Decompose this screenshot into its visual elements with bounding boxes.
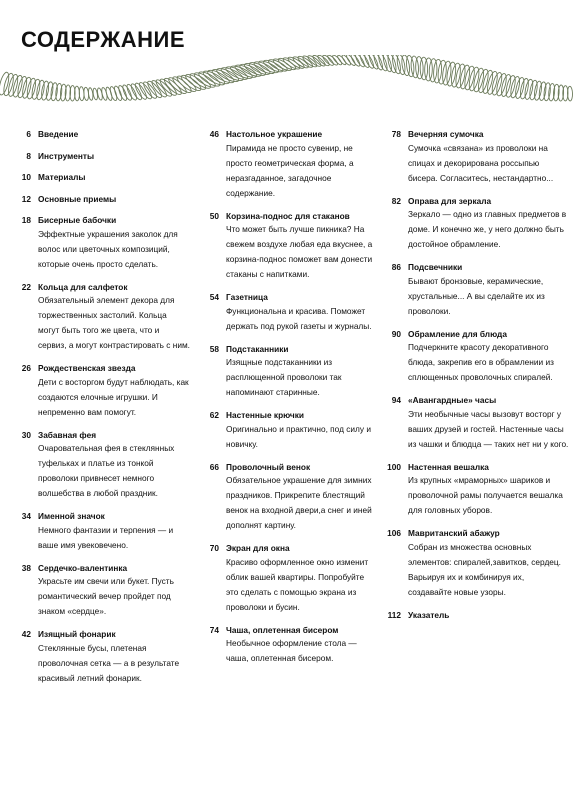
toc-entry-title: Газетница — [226, 292, 268, 302]
toc-page-number: 82 — [391, 195, 401, 206]
toc-entry-description: Необычное оформление стола — чаша, оплетенная бисером. — [226, 638, 357, 663]
toc-page-number: 58 — [209, 343, 219, 354]
toc-entry-description: Эти необычные часы вызовут восторг у ваших друзей и гостей. Настенные часы из чашки и блюдца — таких нет ни у кого. — [408, 408, 569, 449]
toc-entry[interactable] — [192, 624, 377, 667]
contents-column-3 — [380, 128, 570, 630]
toc-entry[interactable] — [192, 409, 377, 452]
toc-entry-description: Бывают бронзовые, керамические, хрустальные... А вы сделайте их из проволоки. — [408, 275, 545, 316]
toc-entry[interactable] — [4, 510, 190, 553]
toc-entry-description: Дети с восторгом будут наблюдать, как создаются елочные игрушки. И непременно вам помогут. — [38, 376, 189, 417]
page-title: СОДЕРЖАНИЕ — [21, 27, 186, 52]
toc-entry[interactable] — [192, 210, 377, 283]
toc-page-number: 8 — [26, 150, 31, 161]
toc-entry-title: Корзина-поднос для стаканов — [226, 210, 350, 221]
toc-page-number: 86 — [391, 262, 401, 272]
toc-entry-title: Сердечко-валентинка — [38, 562, 128, 573]
toc-entry-title: Кольца для салфеток — [38, 281, 128, 292]
toc-entry-description: Немного фантазии и терпения — и ваше имя увековечено. — [38, 524, 174, 550]
toc-page-number: 70 — [209, 543, 219, 553]
toc-entry-title: Проволочный венок — [226, 461, 311, 472]
toc-entry[interactable] — [192, 461, 377, 534]
toc-entry[interactable] — [380, 328, 570, 386]
toc-page-number: 112 — [387, 609, 401, 620]
toc-entry-description: Изящные подстаканники из расплющенной проволоки так напоминают старинные. — [226, 357, 342, 397]
toc-entry-title: Настольное украшение — [226, 129, 323, 139]
toc-entry[interactable] — [380, 195, 570, 253]
toc-entry-title: Экран для окна — [226, 543, 290, 553]
toc-entry-title: Обрамление для блюда — [408, 328, 507, 339]
toc-page-number: 6 — [26, 129, 31, 139]
toc-entry-description: Собран из множества основных элементов: спиралей,завитков, сердец. Варьируя их и комбинируя их, создавайте новые узоры. — [408, 541, 561, 597]
toc-entry[interactable] — [4, 214, 190, 272]
toc-page-number: 90 — [391, 328, 401, 339]
toc-entry-description: Пирамида не просто сувенир, не просто геометрическая форма, а неразгаданное, загадочное содержание. — [226, 142, 354, 198]
toc-entry[interactable] — [380, 394, 570, 452]
toc-page-number: 42 — [21, 629, 31, 639]
toc-entry-title: Введение — [38, 129, 79, 139]
toc-page-number: 50 — [209, 210, 219, 221]
toc-page-number: 12 — [21, 193, 31, 204]
toc-entry-title: Инструменты — [38, 150, 95, 161]
toc-entry-description: Из крупных «мраморных» шариков и проволочной рамы получается вешалка для головных уборов. — [408, 475, 563, 515]
contents-column-2 — [192, 128, 377, 675]
toc-entry-title: Рождественская звезда — [38, 363, 136, 373]
toc-entry-title: Материалы — [38, 172, 86, 182]
wire-spiral-illustration — [0, 55, 573, 115]
toc-entry[interactable] — [4, 562, 190, 620]
toc-page-number: 54 — [209, 292, 219, 302]
toc-entry-description: Сумочка «связана» из проволоки на спицах и декорирована россыпью бисера. Согласитесь, нестандартно... — [408, 142, 554, 183]
toc-page-number: 22 — [21, 281, 31, 292]
toc-entry[interactable] — [4, 628, 190, 686]
toc-entry-title: Забавная фея — [38, 429, 97, 440]
toc-entry-description: Украсьте им свечи или букет. Пусть романтический вечер пройдет под знаком «сердце». — [38, 576, 174, 616]
toc-entry-description: Зеркало — одно из главных предметов в доме. И конечно же, у него должно быть достойное обрамление. — [408, 209, 567, 249]
toc-entry[interactable] — [4, 362, 190, 420]
toc-entry[interactable] — [380, 261, 570, 319]
toc-page-number: 30 — [21, 429, 31, 440]
toc-entry-title: Подсвечники — [408, 262, 463, 272]
toc-entry[interactable] — [4, 193, 190, 206]
toc-entry[interactable] — [192, 291, 377, 334]
toc-entry[interactable] — [192, 542, 377, 615]
toc-page-number: 62 — [209, 410, 219, 420]
toc-entry[interactable] — [380, 609, 570, 622]
toc-entry-title: Мавританский абажур — [408, 528, 500, 538]
toc-entry[interactable] — [4, 429, 190, 502]
toc-entry[interactable] — [192, 343, 377, 401]
toc-entry-description: Эффектные украшения заколок для волос или цветочных композиций, которые очень просто сделать. — [38, 228, 178, 269]
toc-entry[interactable] — [4, 150, 190, 163]
toc-entry-title: Изящный фонарик — [38, 629, 116, 639]
toc-entry-description: Функциональна и красива. Поможет держать под рукой газеты и журналы. — [226, 305, 372, 331]
toc-entry[interactable] — [380, 461, 570, 519]
toc-entry-title: Вечерняя сумочка — [408, 129, 484, 139]
toc-entry-description: Оригинально и практично, под силу и новичку. — [226, 423, 371, 449]
toc-page-number: 46 — [209, 129, 219, 139]
toc-entry-title: «Авангардные» часы — [408, 395, 497, 405]
toc-entry[interactable] — [380, 527, 570, 600]
toc-entry-title: Оправа для зеркала — [408, 195, 492, 206]
toc-entry-description: Обязательное украшение для зимних праздников. Прикрепите блестящий венок на входной двери,а снег и иней дополнят картину. — [226, 475, 372, 530]
contents-column-1 — [4, 128, 190, 695]
toc-entry-description: Очаровательная фея в стеклянных туфельках и платье из тонкой проволоки привнесет немного волшебства в любой праздник. — [38, 443, 175, 498]
toc-entry[interactable] — [4, 128, 190, 141]
toc-page-number: 66 — [209, 461, 219, 472]
toc-page-number: 78 — [391, 129, 401, 139]
toc-entry-title: Указатель — [408, 609, 450, 620]
toc-entry-description: Красиво оформленное окно изменит облик вашей квартиры. Попробуйте это сделать с помощью экрана из проволоки и бусин. — [226, 556, 369, 612]
toc-entry-title: Настенная вешалка — [408, 461, 489, 472]
toc-entry-title: Настенные крючки — [226, 410, 304, 420]
toc-page-number: 74 — [209, 624, 219, 635]
toc-page-number: 106 — [387, 528, 401, 538]
toc-entry-description: Стеклянные бусы, плетеная проволочная сетка — а в результате красивый летний фонарик. — [38, 642, 180, 683]
toc-page-number: 38 — [21, 562, 31, 573]
toc-entry[interactable] — [380, 128, 570, 186]
toc-entry-description: Обязательный элемент декора для торжественных застолий. Кольца могут быть того же цвета, что и сервиз, а могут контрастировать с ним. — [38, 295, 190, 350]
toc-page-number: 34 — [21, 511, 31, 521]
toc-entry[interactable] — [4, 281, 190, 354]
toc-page-number: 100 — [387, 461, 401, 472]
toc-entry[interactable] — [4, 171, 190, 184]
toc-page-number: 26 — [21, 363, 31, 373]
toc-entry-title: Чаша, оплетенная бисером — [226, 624, 339, 635]
toc-entry-title: Основные приемы — [38, 193, 117, 204]
toc-entry-title: Именной значок — [38, 511, 105, 521]
toc-page-number: 10 — [21, 172, 31, 182]
toc-entry-title: Подстаканники — [226, 343, 289, 354]
toc-entry-title: Бисерные бабочки — [38, 215, 117, 225]
toc-entry[interactable] — [192, 128, 377, 201]
toc-entry-description: Подчеркните красоту декоративного блюда, закрепив его в обрамлении из сплющенных проволочных спиралей. — [408, 342, 554, 382]
toc-page-number: 18 — [21, 215, 31, 225]
toc-page-number: 94 — [391, 395, 401, 405]
toc-entry-description: Что может быть лучше пикника? На свежем воздухе любая еда вкуснее, а корзина-поднос поможет вам донести стаканы с напитками. — [226, 224, 373, 279]
